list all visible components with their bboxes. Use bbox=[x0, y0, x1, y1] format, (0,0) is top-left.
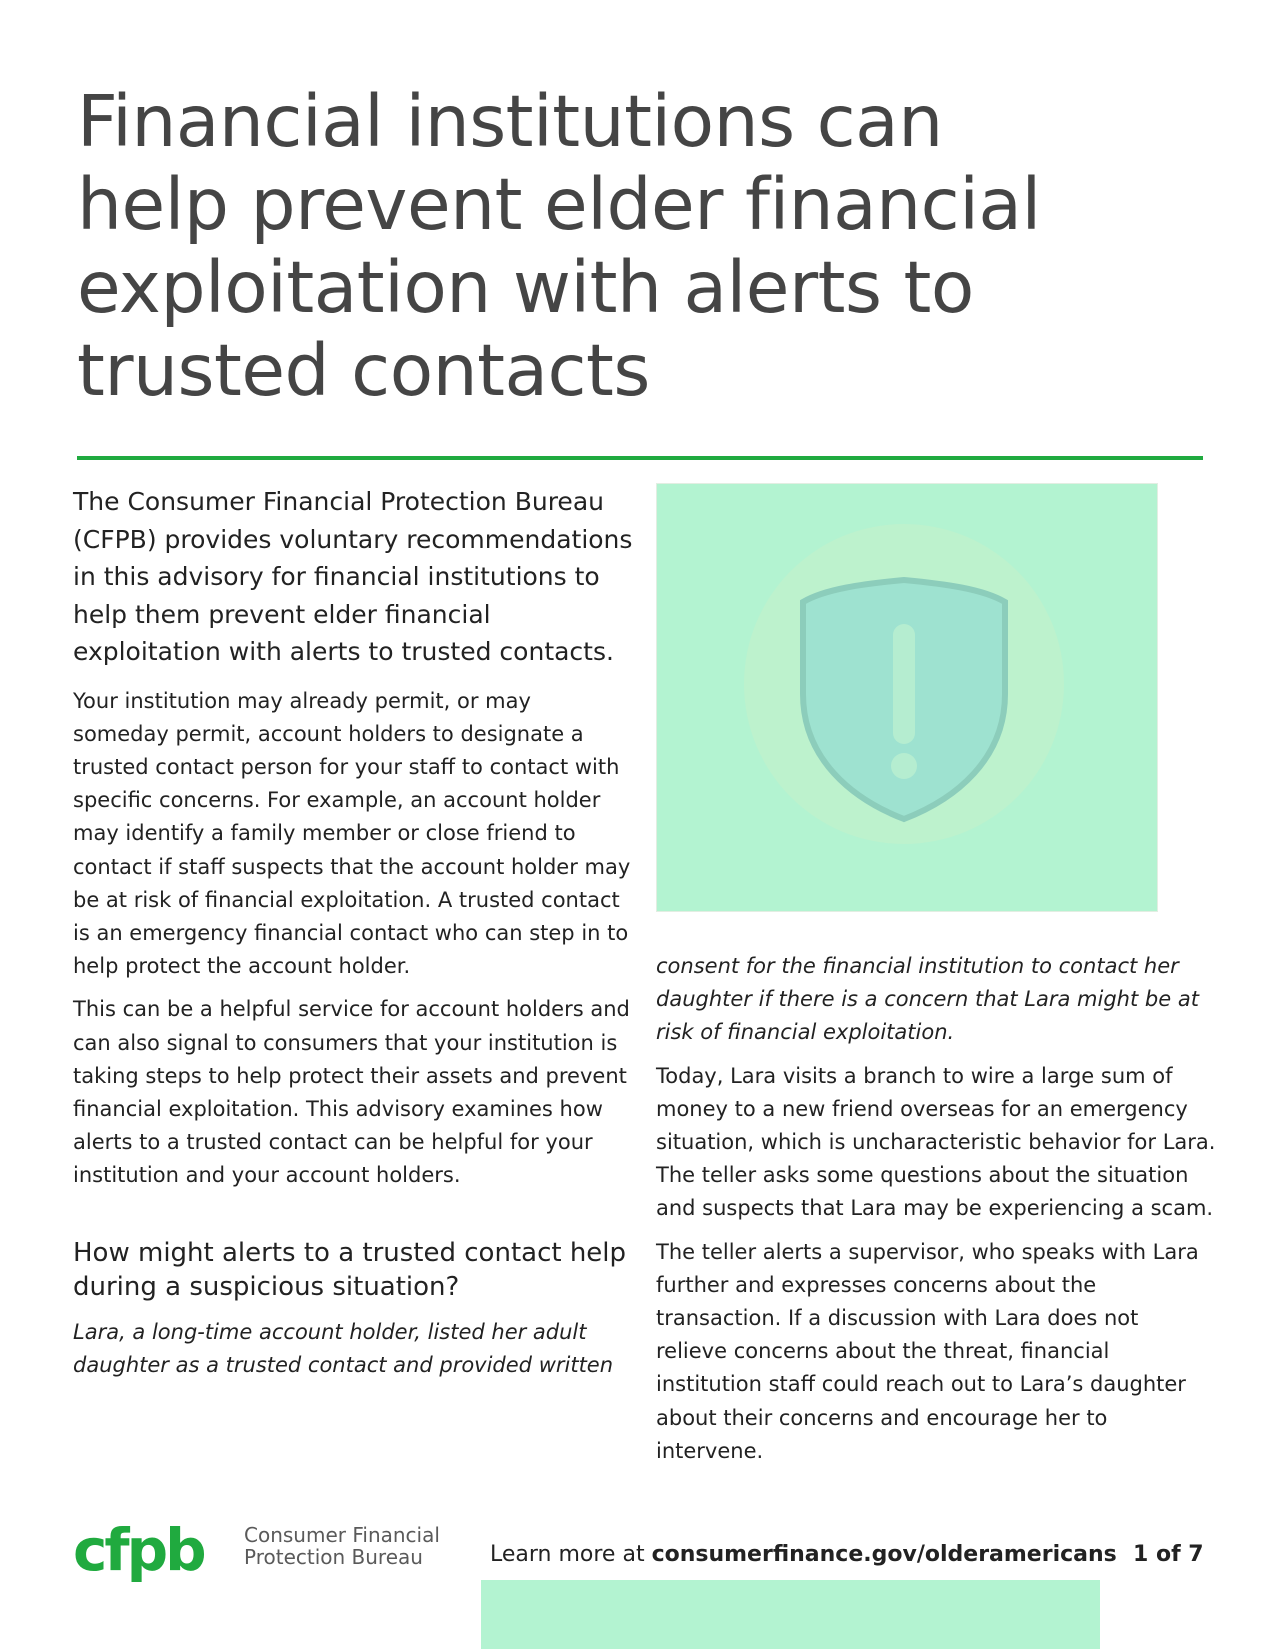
org-name-line-2: Protection Bureau bbox=[244, 1545, 423, 1569]
learn-more-prefix: Learn more at bbox=[490, 1542, 652, 1567]
example-paragraph-start: Lara, a long-time account holder, listed her adult daughter as a trusted contact and provided written bbox=[73, 1319, 614, 1377]
green-divider bbox=[77, 456, 1203, 460]
cfpb-logo-icon bbox=[73, 1518, 233, 1586]
org-name bbox=[244, 1524, 440, 1568]
title-line-3: exploitation with alerts to bbox=[77, 246, 974, 329]
title-line-4: trusted contacts bbox=[77, 329, 650, 412]
org-name-line-1: Consumer Financial bbox=[244, 1523, 440, 1547]
right-paragraph-2: The teller alerts a supervisor, who speaks with Lara further and expresses concerns about the transaction. If a discussion with Lara does not relieve concerns about the threat, financial institution staff could reach out to Lara’s daughter about their concerns and encourage her to intervene. bbox=[656, 1239, 1199, 1463]
page-title bbox=[77, 80, 1177, 412]
right-column bbox=[656, 950, 1216, 1478]
example-paragraph-end: consent for the financial institution to contact her daughter if there is a concern that Lara might be at risk of financial exploitation. bbox=[656, 954, 1199, 1045]
title-line-1: Financial institutions can bbox=[77, 80, 943, 163]
section-heading: How might alerts to a trusted contact help during a suspicious situation? bbox=[73, 1237, 627, 1302]
title-line-2: help prevent elder financial bbox=[77, 163, 1041, 246]
learn-more-text bbox=[490, 1542, 1117, 1567]
illustration-figure bbox=[656, 483, 1158, 912]
body-paragraph-1: Your institution may already permit, or may someday permit, account holders to designate a trusted contact person for your staff to contact with specific concerns. For example, an account holder may identify a family member or close friend to contact if staff suspects that the account holder may be at risk of financial exploitation. A trusted contact is an emergency financial contact who can step in to help protect the account holder. bbox=[73, 688, 631, 979]
right-paragraph-1: Today, Lara visits a branch to wire a large sum of money to a new friend overseas for an emergency situation, which is uncharacteristic behavior for Lara. The teller asks some questions about the situation and suspects that Lara may be experiencing a scam. bbox=[656, 1063, 1216, 1221]
learn-more-link[interactable]: consumerfinance.gov/olderamericans bbox=[651, 1542, 1117, 1567]
body-paragraph-2: This can be a helpful service for account holders and can also signal to consumers that your institution is taking steps to help protect their assets and prevent financial exploitation. This advisory examines how alerts to a trusted contact can be helpful for your institution and your account holders. bbox=[73, 997, 630, 1188]
logo-letters: cfpb bbox=[73, 1518, 204, 1584]
page-number: 1 of 7 bbox=[1133, 1542, 1204, 1567]
left-column bbox=[73, 483, 633, 1392]
bottom-color-block bbox=[481, 1580, 1100, 1649]
shield-alert-icon bbox=[657, 484, 1157, 911]
lead-paragraph: The Consumer Financial Protection Bureau (CFPB) provides voluntary recommendations in this advisory for financial institutions to help them prevent elder financial exploitation with alerts to trusted contacts. bbox=[73, 487, 633, 666]
